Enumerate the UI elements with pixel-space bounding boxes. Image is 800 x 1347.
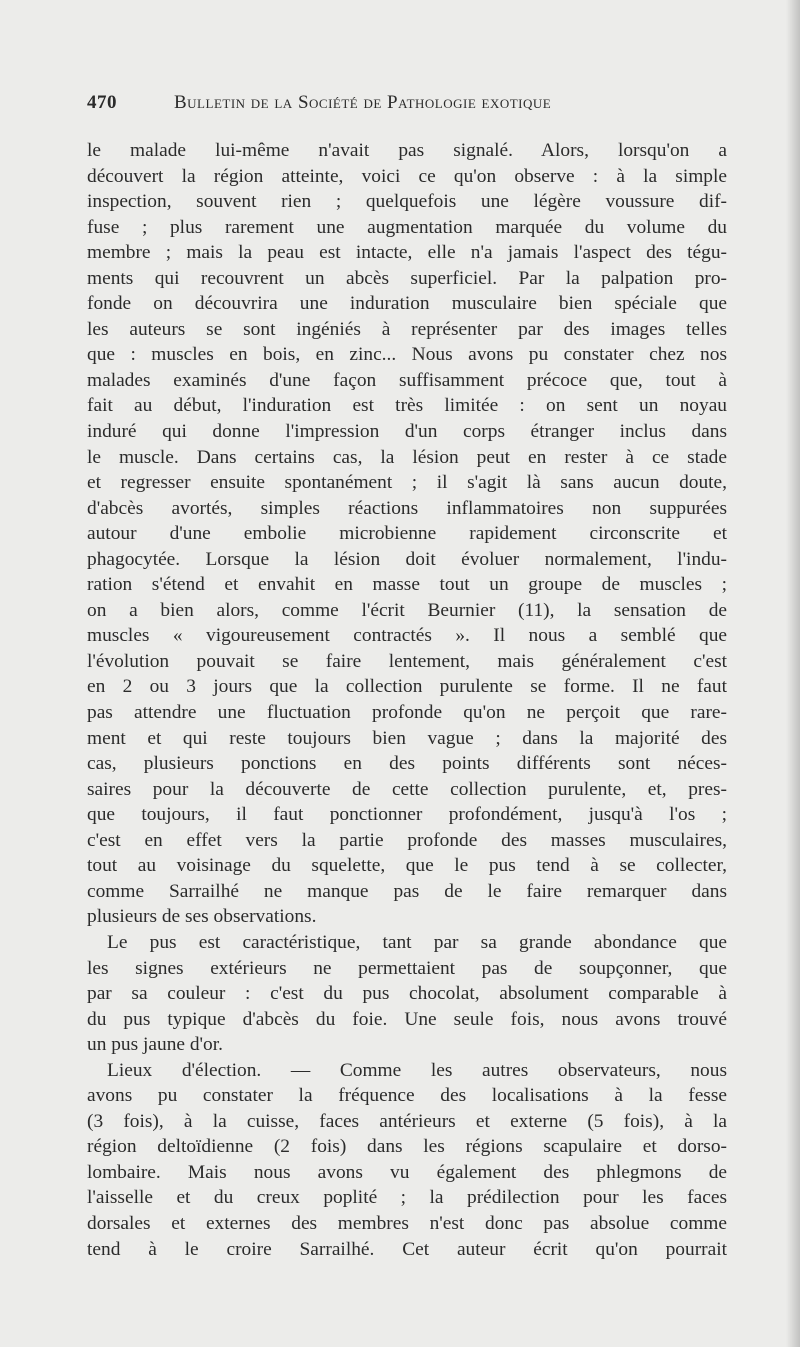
text-line: un pus jaune d'or. [87, 1034, 223, 1056]
text-line: du pus typique d'abcès du foie. Une seule fois, nous avons trouvé [87, 1008, 727, 1030]
text-line: inspection, souvent rien ; quelquefois une légère voussure dif- [87, 191, 727, 213]
text-line: le muscle. Dans certains cas, la lésion peut en rester à ce stade [87, 446, 727, 468]
page-header [87, 88, 727, 118]
text-line: les auteurs se sont ingéniés à représenter par des images telles [87, 318, 727, 340]
text-line: l'évolution pouvait se faire lentement, mais généralement c'est [87, 650, 727, 672]
text-line: saires pour la découverte de cette collection purulente, et, pres- [87, 778, 727, 800]
text-line: autour d'une embolie microbienne rapidement circonscrite et [87, 523, 727, 545]
text-line: Le pus est caractéristique, tant par sa grande abondance que [107, 931, 727, 953]
text-line: pas attendre une fluctuation profonde qu'on ne perçoit que rare- [87, 702, 727, 724]
text-line: Lieux d'élection. — Comme les autres observateurs, nous [107, 1059, 727, 1081]
text-line: par sa couleur : c'est du pus chocolat, absolument comparable à [87, 983, 727, 1005]
text-line: tout au voisinage du squelette, que le pus tend à se collecter, [87, 855, 727, 877]
body-text [87, 138, 727, 1262]
text-line: lombaire. Mais nous avons vu également des phlegmons de [87, 1161, 727, 1183]
text-line: membre ; mais la peau est intacte, elle n'a jamais l'aspect des tégu- [87, 242, 727, 264]
text-line: fonde on découvrira une induration musculaire bien spéciale que [87, 293, 727, 315]
text-line: et regresser ensuite spontanément ; il s'agit là sans aucun doute, [87, 472, 727, 494]
text-line: en 2 ou 3 jours que la collection purulente se forme. Il ne faut [87, 676, 727, 698]
text-line: le malade lui-même n'avait pas signalé. Alors, lorsqu'on a [87, 140, 727, 161]
text-line: que toujours, il faut ponctionner profondément, jusqu'à l'os ; [87, 804, 727, 826]
text-line: tend à le croire Sarrailhé. Cet auteur écrit qu'on pourrait [87, 1238, 727, 1260]
text-line: ments qui recouvrent un abcès superficiel. Par la palpation pro- [87, 267, 727, 289]
text-line: que : muscles en bois, en zinc... Nous avons pu constater chez nos [87, 344, 727, 366]
text-line: dorsales et externes des membres n'est donc pas absolue comme [87, 1212, 727, 1234]
running-title: Bulletin de la Société de Pathologie exotique [174, 92, 552, 113]
text-line: (3 fois), à la cuisse, faces antérieurs et externe (5 fois), à la [87, 1110, 727, 1132]
text-line: malades examinés d'une façon suffisamment précoce que, tout à [87, 369, 727, 391]
text-line: les signes extérieurs ne permettaient pas de soupçonner, que [87, 957, 727, 979]
text-line: l'aisselle et du creux poplité ; la prédilection pour les faces [87, 1187, 727, 1209]
text-line: plusieurs de ses observations. [87, 906, 317, 928]
text-line: fuse ; plus rarement une augmentation marquée du volume du [87, 216, 727, 238]
text-line: avons pu constater la fréquence des localisations à la fesse [87, 1085, 727, 1107]
text-line: c'est en effet vers la partie profonde des masses musculaires, [87, 829, 727, 851]
text-line: ment et qui reste toujours bien vague ; dans la majorité des [87, 727, 727, 749]
text-line: découvert la région atteinte, voici ce qu'on observe : à la simple [87, 165, 727, 187]
page-edge-shadow [786, 0, 800, 1347]
text-line: phagocytée. Lorsque la lésion doit évoluer normalement, l'indu- [87, 548, 727, 570]
text-line: on a bien alors, comme l'écrit Beurnier (11), la sensation de [87, 599, 727, 621]
text-line: induré qui donne l'impression d'un corps étranger inclus dans [87, 421, 727, 443]
text-line: fait au début, l'induration est très limitée : on sent un noyau [87, 395, 727, 417]
text-line: ration s'étend et envahit en masse tout un groupe de muscles ; [87, 574, 727, 596]
text-line: muscles « vigoureusement contractés ». Il nous a semblé que [87, 625, 727, 647]
text-line: comme Sarrailhé ne manque pas de le faire remarquer dans [87, 880, 727, 902]
text-line: d'abcès avortés, simples réactions inflammatoires non suppurées [87, 497, 727, 519]
page-number: 470 [87, 92, 117, 113]
text-line: cas, plusieurs ponctions en des points différents sont néces- [87, 753, 727, 775]
text-line: région deltoïdienne (2 fois) dans les régions scapulaire et dorso- [87, 1136, 727, 1158]
